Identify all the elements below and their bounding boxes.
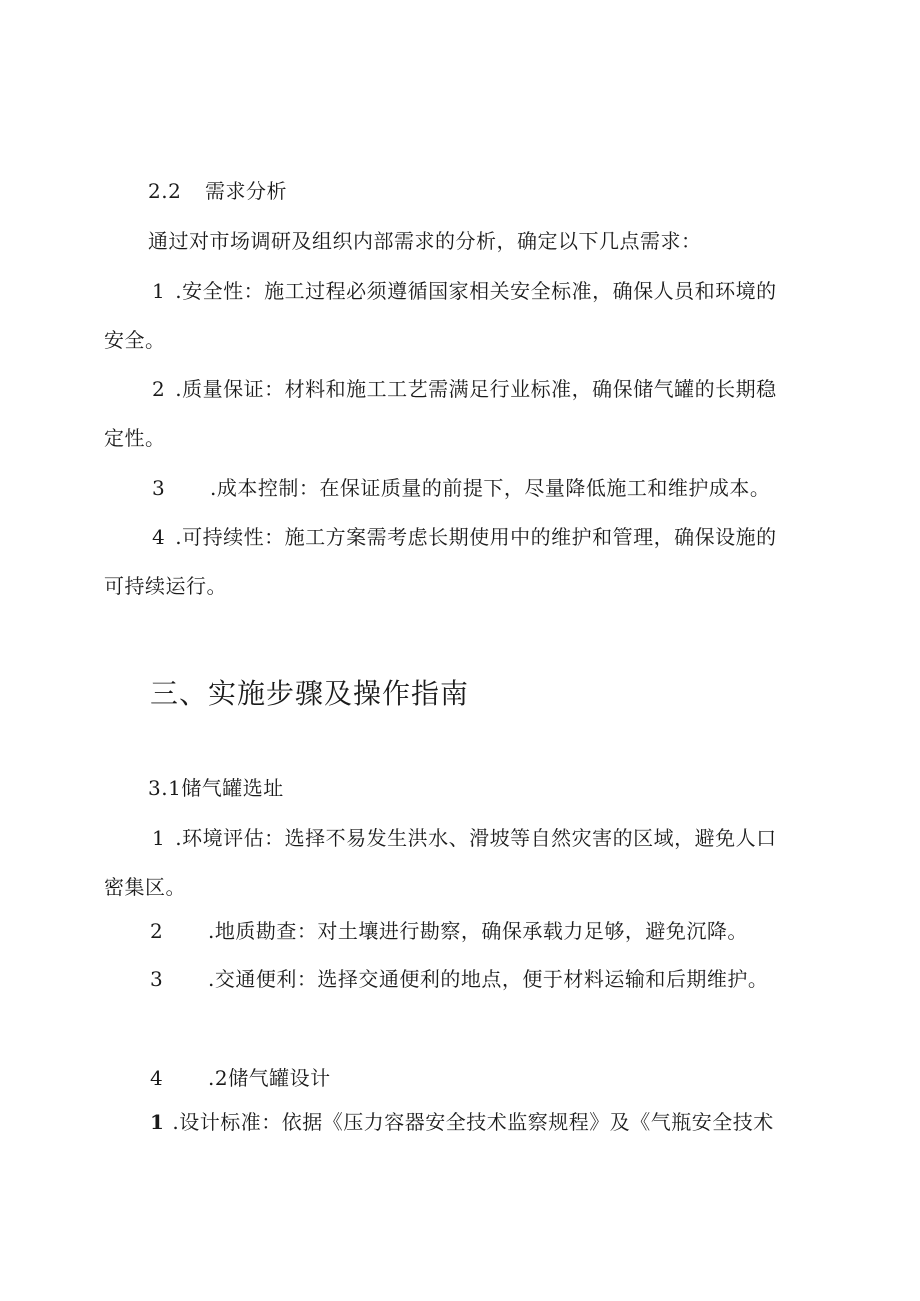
site-item-1-text: .环境评估：选择不易发生洪水、滑坡等自然灾害的区域，避免人口 bbox=[175, 826, 777, 850]
site-item-3-text: .交通便利：选择交通便利的地点，便于材料运输和后期维护。 bbox=[208, 967, 769, 991]
req-item-1-text: .安全性：施工过程必须遵循国家相关安全标准，确保人员和环境的 bbox=[175, 279, 777, 303]
req-item-4-number: 4 bbox=[152, 525, 166, 549]
req-item-2-line1 bbox=[152, 375, 777, 403]
site-item-3-number: 3 bbox=[150, 967, 164, 991]
req-item-4-line1 bbox=[152, 523, 777, 551]
section-2-2-intro: 通过对市场调研及组织内部需求的分析，确定以下几点需求： bbox=[148, 229, 702, 253]
req-item-2-line2: 定性。 bbox=[104, 426, 166, 450]
section-3-2-number: 4 bbox=[150, 1066, 164, 1090]
chapter-3-title: 三、实施步骤及操作指南 bbox=[150, 677, 470, 710]
site-item-1-line1 bbox=[152, 824, 777, 852]
design-item-1-number: 1 bbox=[150, 1110, 165, 1134]
req-item-3-text: .成本控制：在保证质量的前提下，尽量降低施工和维护成本。 bbox=[210, 476, 771, 500]
req-item-1-line1 bbox=[152, 277, 777, 305]
section-2-2-number: 2.2 bbox=[148, 179, 182, 203]
req-item-4-text: .可持续性：施工方案需考虑长期使用中的维护和管理，确保设施的 bbox=[175, 525, 777, 549]
req-item-1-line2: 安全。 bbox=[104, 328, 166, 352]
req-item-1-number: 1 bbox=[152, 279, 166, 303]
section-2-2-title: 需求分析 bbox=[205, 179, 288, 203]
req-item-2-number: 2 bbox=[152, 377, 166, 401]
section-2-2-heading bbox=[148, 177, 287, 205]
site-item-2-number: 2 bbox=[150, 919, 164, 943]
design-item-1-line1 bbox=[150, 1108, 774, 1136]
section-3-2-heading bbox=[150, 1064, 331, 1092]
section-3-2-title: .2储气罐设计 bbox=[208, 1066, 331, 1090]
site-item-2-text: .地质勘查：对土壤进行勘察，确保承载力足够，避免沉降。 bbox=[208, 919, 748, 943]
req-item-3-line1 bbox=[152, 474, 770, 502]
site-item-2-line1 bbox=[150, 917, 748, 945]
req-item-2-text: .质量保证：材料和施工工艺需满足行业标准，确保储气罐的长期稳 bbox=[175, 377, 777, 401]
design-item-1-text: .设计标准：依据《压力容器安全技术监察规程》及《气瓶安全技术 bbox=[172, 1110, 774, 1134]
site-item-3-line1 bbox=[150, 965, 768, 993]
site-item-1-number: 1 bbox=[152, 826, 166, 850]
section-3-1-heading: 3.1储气罐选址 bbox=[148, 776, 284, 800]
req-item-4-line2: 可持续运行。 bbox=[104, 574, 227, 598]
site-item-1-line2: 密集区。 bbox=[104, 875, 186, 899]
req-item-3-number: 3 bbox=[152, 476, 166, 500]
